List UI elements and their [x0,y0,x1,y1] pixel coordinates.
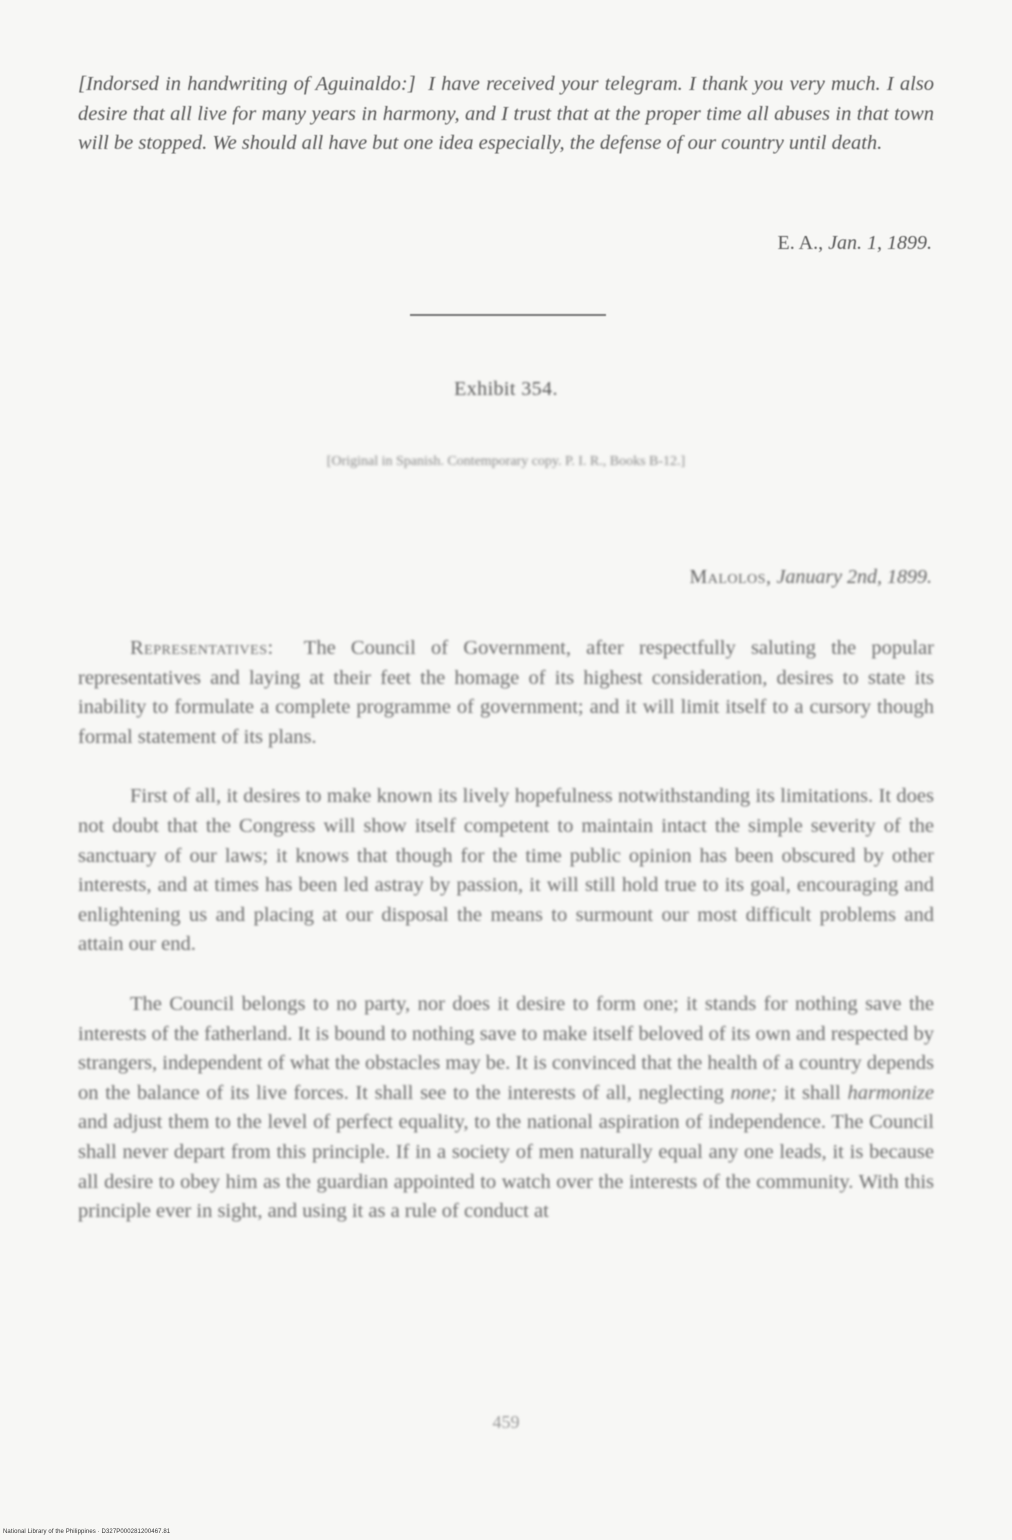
dateline-date: January 2nd, 1899. [776,566,932,588]
body-paragraph-2 [78,782,934,960]
source-note: [Original in Spanish. Contemporary copy. P. I. R., Books B-12.] [326,454,686,469]
endorsement-signoff [778,232,932,255]
paragraph-3-harmonize: harmonize [847,1081,935,1104]
paragraph-3-part-1: The Council belongs to no party, nor does it desire to form one; it stands for nothing save the interests of the fatherland. It is bound to nothing save to make itself beloved of its own and respected by strangers, independent of what the obstacles may be. It is convinced that the health of a country depends on the balance of its live forces. It shall see to the interests of all, neglecting [78,992,934,1104]
endorsement-paragraph [78,70,934,159]
letter-body [78,634,934,1257]
exhibit-title: Exhibit 354. [454,378,558,400]
signoff-initials: E. A., [777,232,824,254]
endorsement-text: I have received your telegram. I thank you very much. I also desire that all live for many years in harmony, and I trust that at the proper time all abuses in that town will be stopped. We should all have but one idea especially, the defense of our country until death. [78,73,935,154]
archive-footer: National Library of the Philippines · D327P000281200467.81 [3,1529,171,1535]
body-paragraph-1 [78,634,934,752]
endorsement-lead: [Indorsed in handwriting of Aguinaldo:] [78,73,416,95]
paragraph-2-text: First of all, it desires to make known its lively hopefulness notwithstanding its limitations. It does not doubt that the Congress will show itself competent to maintain intact the simple severity of the sanctuary of our laws; it knows that though for the time public opinion has been obscured by other interests, and at times has been led astray by passion, it will still hold true to its goal, encouraging and enlightening us and placing at our disposal the means to surmount our most difficult problems and attain our end. [78,785,934,956]
signoff-date: Jan. 1, 1899. [828,232,932,254]
dateline-place: Malolos, [689,566,772,588]
paragraph-3-none: none; [730,1081,778,1104]
body-paragraph-3 [78,990,934,1227]
salutation: Representatives: [130,637,274,659]
letter-dateline [689,566,932,589]
section-divider [410,314,606,316]
paragraph-3-part-3: and adjust them to the level of perfect equality, to the national aspiration of independence. The Council shall never depart from this principle. If in a society of men naturally equal any one leads, it is because all desire to obey him as the guardian appointed to watch over the interests of the community. With this principle ever in sight, and using it as a rule of conduct at [78,1111,934,1223]
page-number: 459 [492,1412,520,1432]
paragraph-1-text: The Council of Government, after respectfully saluting the popular representatives and laying at their feet the homage of its highest consideration, desires to state its inability to formulate a complete programme of government; and it will limit itself to a cursory though formal statement of its plans. [78,637,934,748]
paragraph-3-part-2: it shall [783,1081,841,1104]
